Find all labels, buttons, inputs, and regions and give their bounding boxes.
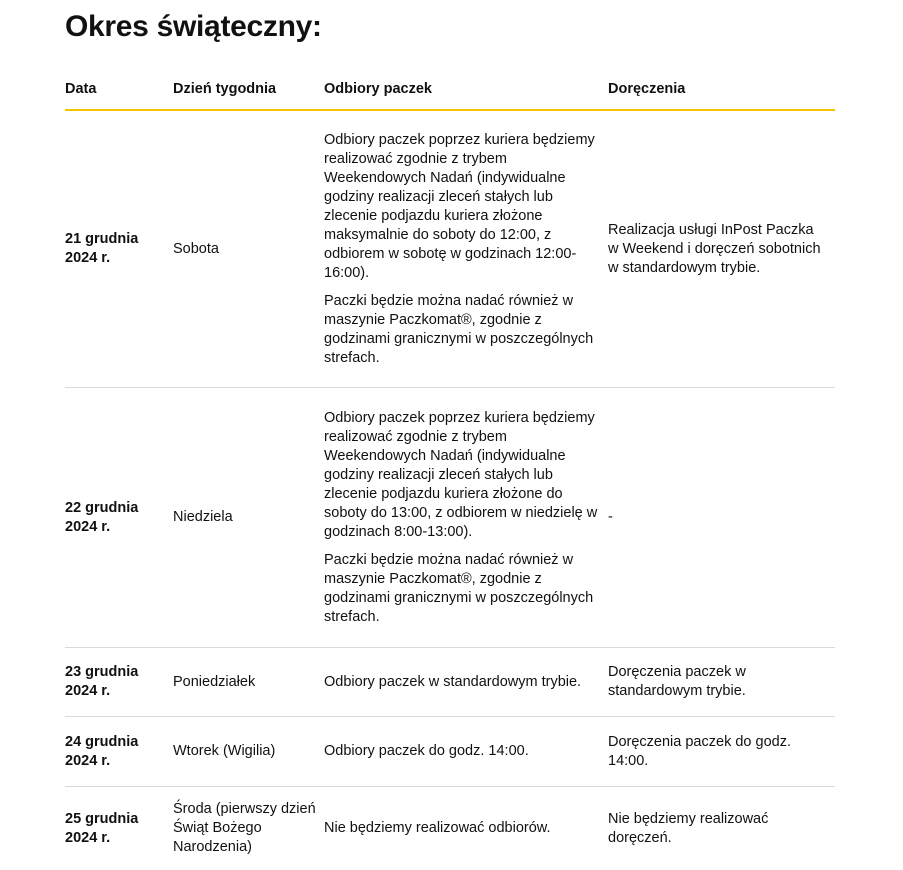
table-row [65, 717, 835, 787]
column-header-pickups: Odbiory paczek [324, 74, 608, 110]
date-text: 25 grudnia 2024 r. [65, 810, 173, 848]
date-text: 22 grudnia 2024 r. [65, 499, 173, 537]
date-text: 21 grudnia 2024 r. [65, 230, 173, 268]
column-header-date: Data [65, 74, 173, 110]
table-header-row [65, 74, 835, 110]
day-cell [173, 787, 324, 870]
day-text: Sobota [173, 240, 324, 259]
pickups-text: Odbiory paczek w standardowym trybie. [324, 673, 608, 692]
table-row [65, 110, 835, 388]
table-row [65, 787, 835, 870]
day-cell [173, 388, 324, 648]
pickups-cell [324, 787, 608, 870]
deliveries-cell [608, 388, 835, 648]
page-title: Okres świąteczny: [65, 10, 322, 44]
pickups-paragraph: Paczki będzie można nadać również w maszynie Paczkomat®, zgodnie z godzinami granicznymi w poszczególnych strefach. [324, 551, 600, 627]
date-cell [65, 388, 173, 648]
column-header-day: Dzień tygodnia [173, 74, 324, 110]
deliveries-cell [608, 787, 835, 870]
day-cell [173, 717, 324, 787]
pickups-cell [324, 388, 608, 648]
date-cell [65, 787, 173, 870]
day-cell [173, 110, 324, 388]
day-text: Wtorek (Wigilia) [173, 742, 324, 761]
deliveries-cell [608, 648, 835, 717]
deliveries-cell [608, 717, 835, 787]
deliveries-text: Doręczenia paczek do godz. 14:00. [608, 733, 835, 771]
pickups-cell [324, 717, 608, 787]
deliveries-text: Doręczenia paczek w standardowym trybie. [608, 663, 835, 701]
pickups-cell [324, 648, 608, 717]
pickups-paragraph: Odbiory paczek poprzez kuriera będziemy realizować zgodnie z trybem Weekendowych Nadań (indywidualne godziny realizacji zleceń stałych lub zlecenie podjazdu kuriera złożone maksymalnie do soboty do 12:00, z odbiorem w sobotę w godzinach 12:00-16:00). [324, 131, 600, 283]
day-text: Poniedziałek [173, 673, 324, 692]
date-cell [65, 648, 173, 717]
deliveries-text: Nie będziemy realizować doręczeń. [608, 810, 835, 848]
table-row [65, 388, 835, 648]
date-cell [65, 717, 173, 787]
pickups-paragraph: Odbiory paczek poprzez kuriera będziemy realizować zgodnie z trybem Weekendowych Nadań (indywidualne godziny realizacji zleceń stałych lub zlecenie podjazdu kuriera złożone do soboty do 13:00, z odbiorem w niedzielę w godzinach 8:00-13:00). [324, 409, 600, 542]
date-text: 23 grudnia 2024 r. [65, 663, 173, 701]
date-cell [65, 110, 173, 388]
day-text: Niedziela [173, 508, 324, 527]
pickups-cell [324, 110, 608, 388]
day-cell [173, 648, 324, 717]
deliveries-text: - [608, 508, 835, 527]
column-header-deliveries: Doręczenia [608, 74, 835, 110]
day-text: Środa (pierwszy dzień Świąt Bożego Narodzenia) [173, 800, 324, 857]
holiday-schedule-table [65, 74, 835, 870]
deliveries-text: Realizacja usługi InPost Paczka w Weekend i doręczeń sobotnich w standardowym trybie. [608, 221, 835, 278]
deliveries-cell [608, 110, 835, 388]
pickups-text: Odbiory paczek do godz. 14:00. [324, 742, 608, 761]
date-text: 24 grudnia 2024 r. [65, 733, 173, 771]
table-row [65, 648, 835, 717]
pickups-paragraph: Paczki będzie można nadać również w maszynie Paczkomat®, zgodnie z godzinami granicznymi w poszczególnych strefach. [324, 292, 600, 368]
pickups-text: Nie będziemy realizować odbiorów. [324, 819, 608, 838]
